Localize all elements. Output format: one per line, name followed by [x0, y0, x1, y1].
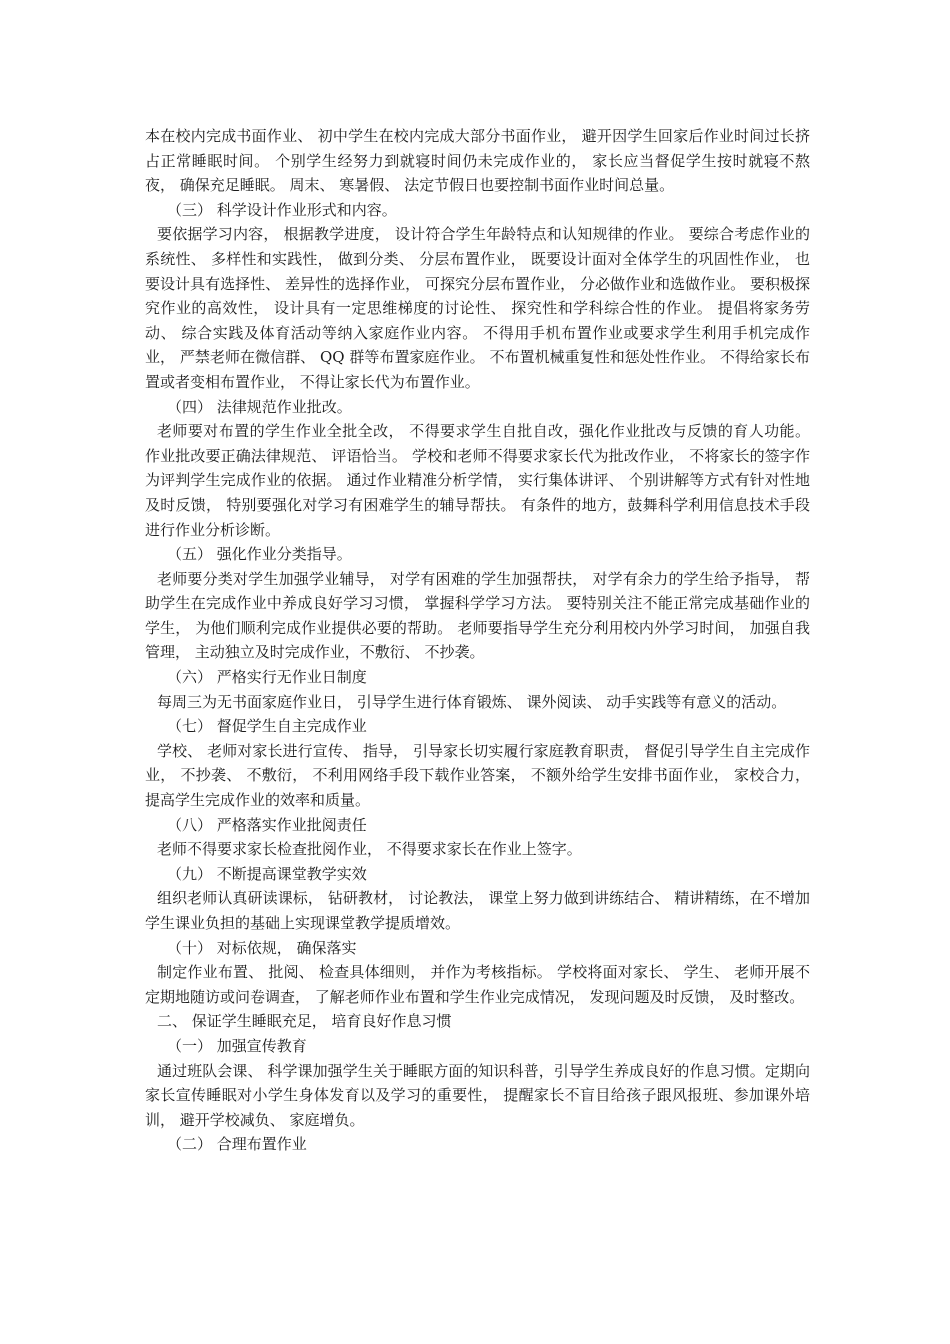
paragraph: 组织老师认真研读课标， 钻研教材， 讨论教法， 课堂上努力做到讲练结合、 精讲精练，在不增加学生课业负担的基础上实现课堂教学提质增效。	[145, 889, 810, 932]
paragraph: 要依据学习内容， 根据教学进度， 设计符合学生年龄特点和认知规律的作业。 要综合考虑作业的系统性、 多样性和实践性， 做到分类、 分层布置作业， 既要设计面对全体学生的巩固性作业， 也要设计具有选择性、 差异性的选择作业， 可探究分层布置作业， 分必做作业和选做作业。 要积极探究作业的高效性， 设计具有一定思维梯度的讨论性、 探究性和学科综合性的作业。 提倡将家务劳动、 综合实践及体育活动等纳入家庭作业内容。 不得用手机布置作业或要求学生利用手机完成作业， 严禁老师在微信群、 QQ 群等布置家庭作业。 不布置机械重复性和惩处性作业。 不得给家长布置或者变相布置作业， 不得让家长代为布置作业。	[145, 225, 810, 391]
section-heading: （四） 法律规范作业批改。	[167, 397, 352, 416]
paragraph: 老师要分类对学生加强学业辅导， 对学有困难的学生加强帮扶， 对学有余力的学生给予指导， 帮助学生在完成作业中养成良好学习习惯， 掌握科学学习方法。 要特别关注不能正常完成基础作业的学生， 为他们顺利完成作业提供必要的帮助。 老师要指导学生充分利用校内外学习时间， 加强自我管理， 主动独立及时完成作业，不敷衍、 不抄袭。	[145, 569, 810, 662]
section-heading: （二） 合理布置作业	[167, 1135, 307, 1154]
document-body	[145, 124, 810, 1157]
section-heading: （八） 严格落实作业批阅责任	[167, 815, 367, 834]
paragraph: 本在校内完成书面作业、 初中学生在校内完成大部分书面作业， 避开因学生回家后作业时间过长挤占正常睡眠时间。 个别学生经努力到就寝时间仍未完成作业的， 家长应当督促学生按时就寝不熬夜， 确保充足睡眠。 周末、 寒暑假、 法定节假日也要控制书面作业时间总量。	[145, 127, 810, 195]
section-heading: （九） 不断提高课堂教学实效	[167, 864, 367, 883]
section-heading: （五） 强化作业分类指导。	[167, 545, 352, 564]
section-heading: （六） 严格实行无作业日制度	[167, 668, 367, 687]
paragraph: 老师要对布置的学生作业全批全改， 不得要求学生自批自改，强化作业批改与反馈的育人功能。 作业批改要正确法律规范、 评语恰当。 学校和老师不得要求家长代为批改作业， 不将家长的签字作为评判学生完成作业的依据。 通过作业精准分析学情， 实行集体讲评、 个别讲解等方式有针对性地及时反馈， 特别要强化对学习有困难学生的辅导帮扶。 有条件的地方，鼓舞科学利用信息技术手段进行作业分析诊断。	[145, 422, 810, 539]
paragraph: 老师不得要求家长检查批阅作业， 不得要求家长在作业上签字。	[157, 840, 582, 859]
section-heading: （一） 加强宣传教育	[167, 1036, 307, 1055]
section-heading: （七） 督促学生自主完成作业	[167, 717, 367, 736]
paragraph: 制定作业布置、 批阅、 检查具体细则， 并作为考核指标。 学校将面对家长、 学生、 老师开展不定期地随访或问卷调查， 了解老师作业布置和学生作业完成情况， 发现问题及时反馈， 及时整改。	[145, 963, 810, 1006]
chapter-heading: 二、 保证学生睡眠充足， 培育良好作息习惯	[157, 1012, 452, 1031]
paragraph: 通过班队会课、 科学课加强学生关于睡眠方面的知识科普，引导学生养成良好的作息习惯。定期向家长宣传睡眠对小学生身体发育以及学习的重要性， 提醒家长不盲目给孩子跟风报班、参加课外培训， 避开学校减负、 家庭增负。	[145, 1061, 810, 1129]
section-heading: （十） 对标依规， 确保落实	[167, 938, 357, 957]
paragraph: 学校、 老师对家长进行宣传、 指导， 引导家长切实履行家庭教育职责， 督促引导学生自主完成作业， 不抄袭、 不敷衍， 不利用网络手段下载作业答案， 不额外给学生安排书面作业， 家校合力， 提高学生完成作业的效率和质量。	[145, 741, 810, 810]
section-heading: （三） 科学设计作业形式和内容。	[167, 200, 397, 219]
paragraph: 每周三为无书面家庭作业日， 引导学生进行体育锻炼、 课外阅读、 动手实践等有意义的活动。	[157, 692, 787, 711]
